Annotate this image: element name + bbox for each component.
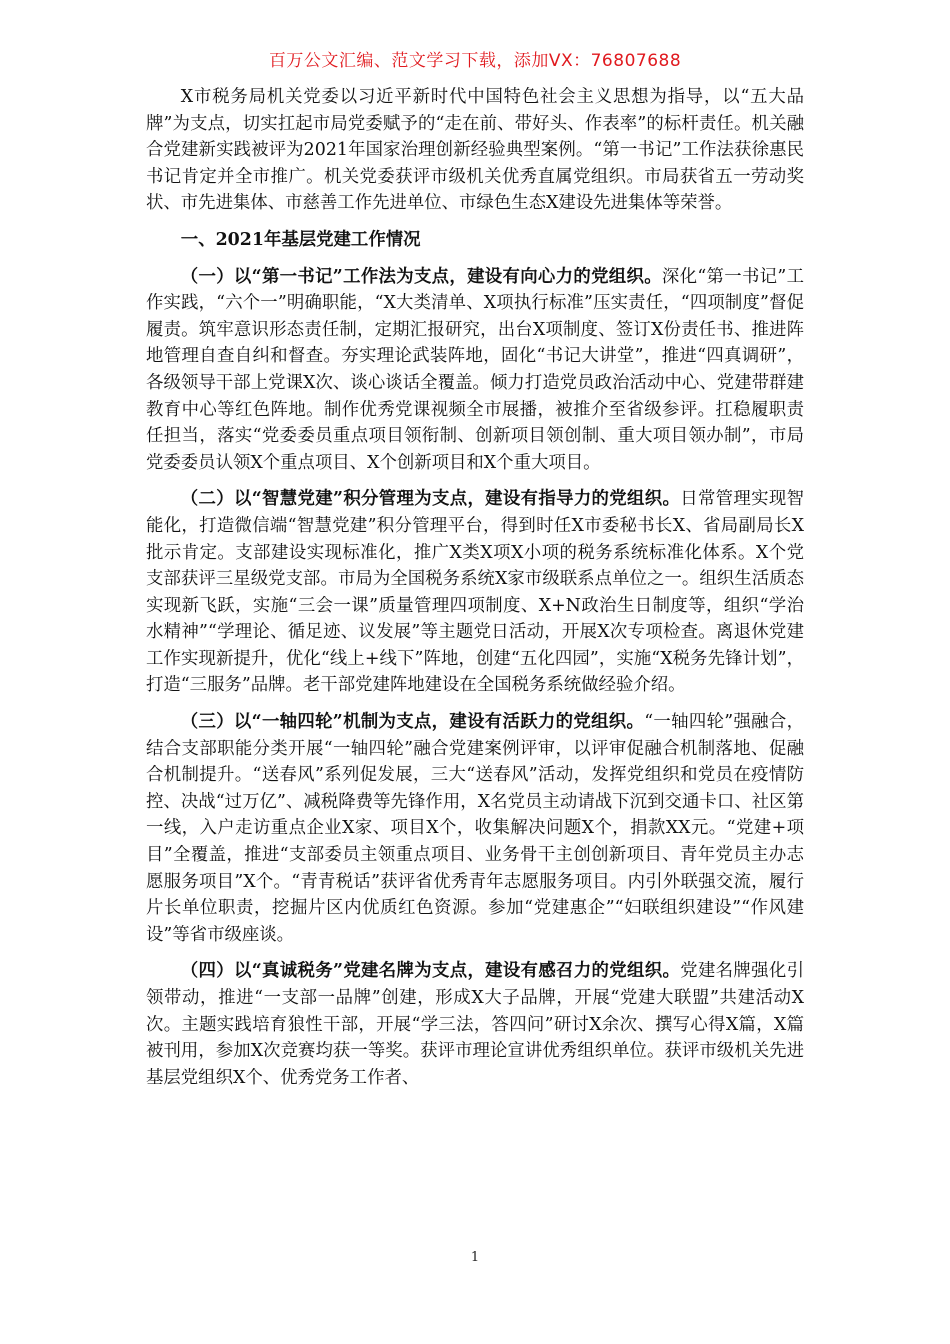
intro-paragraph: X市税务局机关党委以习近平新时代中国特色社会主义思想为指导，以“五大品牌”为支点，切实扛起市局党委赋予的“走在前、带好头、作表率”的标杆责任。机关融合党建新实践被评为2021年国家治理创新经验典型案例。“第一书记”工作法获徐惠民书记肯定并全市推广。机关党委获评市级机关优秀直属党组织。市局获省五一劳动奖状、市先进集体、市慈善工作先进单位、市绿色生态X建设先进集体等荣誉。 — [146, 87, 804, 214]
body-paragraph-4 — [146, 958, 804, 1091]
paragraph-lead-1: （一）以“第一书记”工作法为支点，建设有向心力的党组织。 — [180, 266, 662, 287]
body-paragraph-2 — [146, 486, 804, 699]
body-paragraph-1 — [146, 264, 804, 477]
page-number: 1 — [470, 1250, 480, 1265]
paragraph-text-3: “一轴四轮”强融合，结合支部职能分类开展“一轴四轮”融合党建案例评审，以评审促融合机制落地、促融合机制提升。“送春风”系列促发展，三大“送春风”活动，发挥党组织和党员在疫情防控、决战“过万亿”、减税降费等先锋作用，X名党员主动请战下沉到交通卡口、社区第一线，入户走访重点企业X家、项目X个，收集解决问题X个，捐款XX元。“党建+项目”全覆盖，推进“支部委员主领重点项目、业务骨干主创创新项目、青年党员主办志愿服务项目”X个。“青青税话”获评省优秀青年志愿服务项目。内引外联强交流，履行片长单位职责，挖掘片区内优质红色资源。参加“党建惠企”“妇联组织建设”“作风建设”等省市级座谈。 — [146, 712, 804, 945]
paragraph-lead-4: （四）以“真诚税务”党建名牌为支点，建设有感召力的党组织。 — [180, 961, 681, 982]
header-banner: 百万公文汇编、范文学习下载，添加VX：76807688 — [268, 51, 682, 71]
section-heading: 一、2021年基层党建工作情况 — [180, 229, 421, 250]
paragraph-text-2: 日常管理实现智能化，打造微信端“智慧党建”积分管理平台，得到时任X市委秘书长X、省局副局长X批示肯定。支部建设实现标准化，推广X类X项X小项的税务系统标准化体系。X个党支部获评三星级党支部。市局为全国税务系统X家市级联系点单位之一。组织生活质态实现新飞跃，实施“三会一课”质量管理四项制度、X+N政治生日制度等，组织“学治水精神”“学理论、循足迹、议发展”等主题党日活动，开展X次专项检查。离退休党建工作实现新提升，优化“线上+线下”阵地，创建“五化四园”，实施“X税务先锋计划”，打造“三服务”品牌。老干部党建阵地建设在全国税务系统做经验介绍。 — [146, 489, 804, 696]
document-body — [146, 84, 804, 1091]
paragraph-lead-2: （二）以“智慧党建”积分管理为支点，建设有指导力的党组织。 — [180, 489, 681, 510]
paragraph-text-4: 党建名牌强化引领带动，推进“一支部一品牌”创建，形成X大子品牌，开展“党建大联盟”共建活动X次。主题实践培育狼性干部，开展“学三法，答四问”研讨X余次、撰写心得X篇，X篇被刊用，参加X次竞赛均获一等奖。获评市理论宣讲优秀组织单位。获评市级机关先进基层党组织X个、优秀党务工作者、 — [146, 961, 804, 1088]
paragraph-text-1: 深化“第一书记”工作实践，“六个一”明确职能，“X大类清单、X项执行标准”压实责任，“四项制度”督促履责。筑牢意识形态责任制，定期汇报研究，出台X项制度、签订X份责任书、推进阵地管理自查自纠和督查。夯实理论武装阵地，固化“书记大讲堂”，推进“四真调研”，各级领导干部上党课X次、谈心谈话全覆盖。倾力打造党员政治活动中心、党建带群建教育中心等红色阵地。制作优秀党课视频全市展播，被推介至省级参评。扛稳履职责任担当，落实“党委委员重点项目领衔制、创新项目领创制、重大项目领办制”，市局党委委员认领X个重点项目、X个创新项目和X个重大项目。 — [146, 266, 804, 473]
paragraph-lead-3: （三）以“一轴四轮”机制为支点，建设有活跃力的党组织。 — [180, 712, 645, 733]
body-paragraph-3 — [146, 709, 804, 948]
